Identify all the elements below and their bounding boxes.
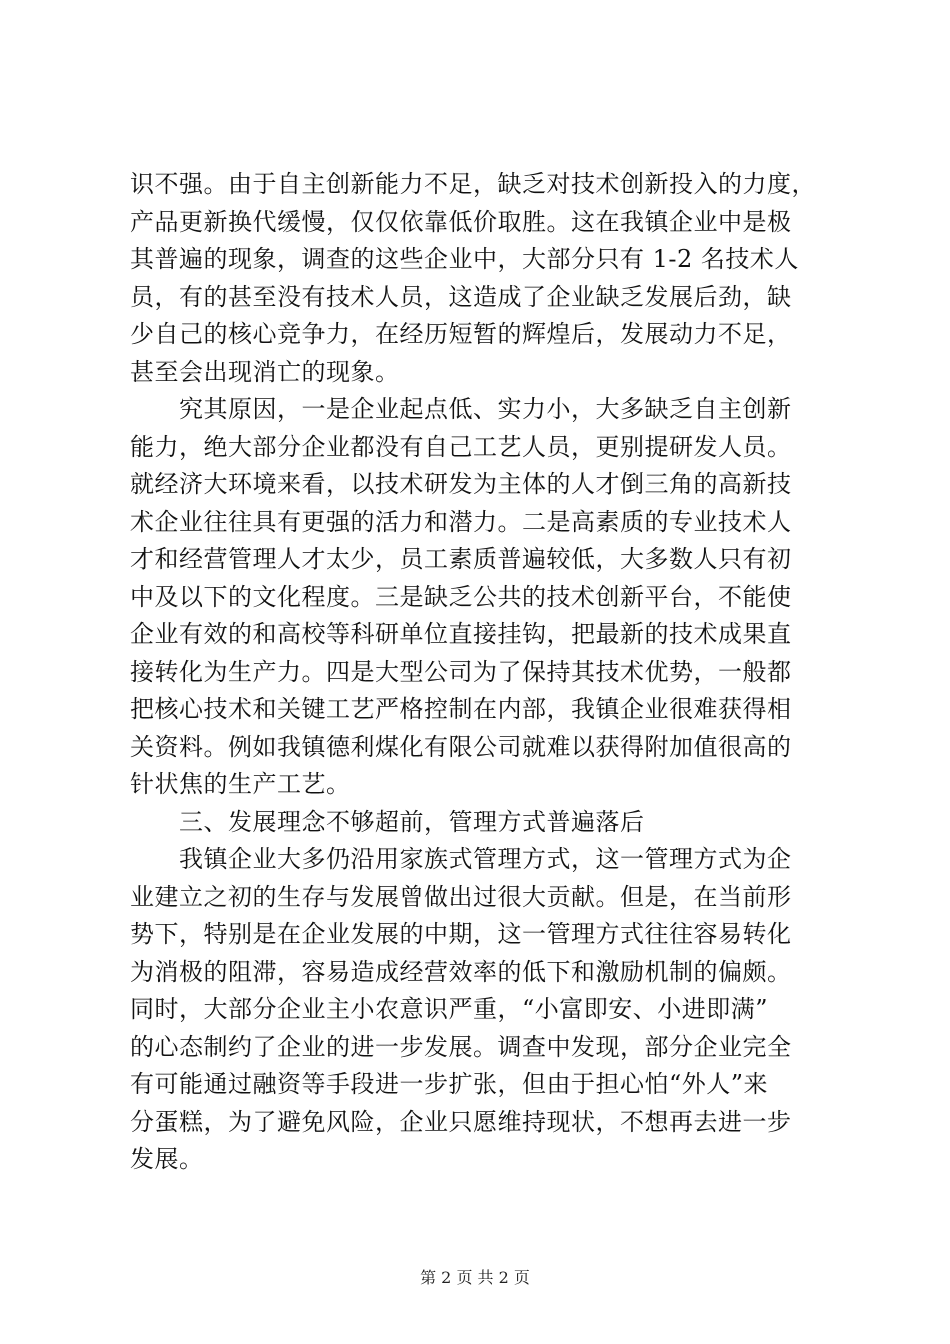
text-line: 把核心技术和关键工艺严格控制在内部，我镇企业很难获得相	[130, 695, 792, 723]
text-line: 识不强。由于自主创新能力不足，缺乏对技术创新投入的力度，	[130, 170, 816, 198]
text-line: 产品更新换代缓慢，仅仅依靠低价取胜。这在我镇企业中是极	[130, 207, 792, 236]
text-line: 员，有的甚至没有技术人员，这造成了企业缺乏发展后劲，缺	[130, 282, 792, 311]
text-line: 为消极的阻滞，容易造成经营效率的低下和激励机制的偏颇。	[130, 957, 792, 986]
text-line: 企业有效的和高校等科研单位直接挂钩，把最新的技术成果直	[130, 620, 792, 648]
section-heading: 三、发展理念不够超前，管理方式普遍落后	[130, 807, 645, 836]
text-line: 发展。	[130, 1145, 204, 1173]
page-number-label: 第 2 页 共 2 页	[420, 1268, 530, 1287]
text-line: 分蛋糕，为了避免风险，企业只愿维持现状，不想再去进一步	[130, 1107, 792, 1136]
text-line: 的心态制约了企业的进一步发展。调查中发现，部分企业完全	[130, 1032, 792, 1061]
page-footer	[0, 1268, 950, 1288]
text-line: 其普遍的现象，调查的这些企业中，大部分只有 1-2 名技术人	[130, 245, 799, 273]
text-line: 接转化为生产力。四是大型公司为了保持其技术优势，一般都	[130, 657, 792, 686]
text-line: 能力，绝大部分企业都没有自己工艺人员，更别提研发人员。	[130, 432, 792, 461]
text-line: 我镇企业大多仍沿用家族式管理方式，这一管理方式为企	[130, 845, 792, 873]
text-line: 究其原因，一是企业起点低、实力小，大多缺乏自主创新	[130, 395, 792, 423]
text-line: 针状焦的生产工艺。	[130, 770, 351, 798]
text-line: 少自己的核心竞争力，在经历短暂的辉煌后，发展动力不足，	[130, 320, 792, 348]
text-line: 关资料。例如我镇德利煤化有限公司就难以获得附加值很高的	[130, 732, 792, 761]
text-line: 就经济大环境来看，以技术研发为主体的人才倒三角的高新技	[130, 470, 792, 498]
text-line: 术企业往往具有更强的活力和潜力。二是高素质的专业技术人	[130, 507, 792, 536]
text-line: 同时，大部分企业主小农意识严重，“小富即安、小进即满”	[130, 995, 769, 1023]
text-line: 有可能通过融资等手段进一步扩张，但由于担心怕“外人”来	[130, 1070, 769, 1098]
text-line: 才和经营管理人才太少，员工素质普遍较低，大多数人只有初	[130, 545, 792, 573]
text-line: 甚至会出现消亡的现象。	[130, 357, 400, 386]
text-line: 势下，特别是在企业发展的中期，这一管理方式往往容易转化	[130, 920, 792, 948]
text-line: 业建立之初的生存与发展曾做出过很大贡献。但是，在当前形	[130, 882, 792, 911]
text-line: 中及以下的文化程度。三是缺乏公共的技术创新平台，不能使	[130, 582, 792, 611]
document-body	[130, 166, 830, 1179]
